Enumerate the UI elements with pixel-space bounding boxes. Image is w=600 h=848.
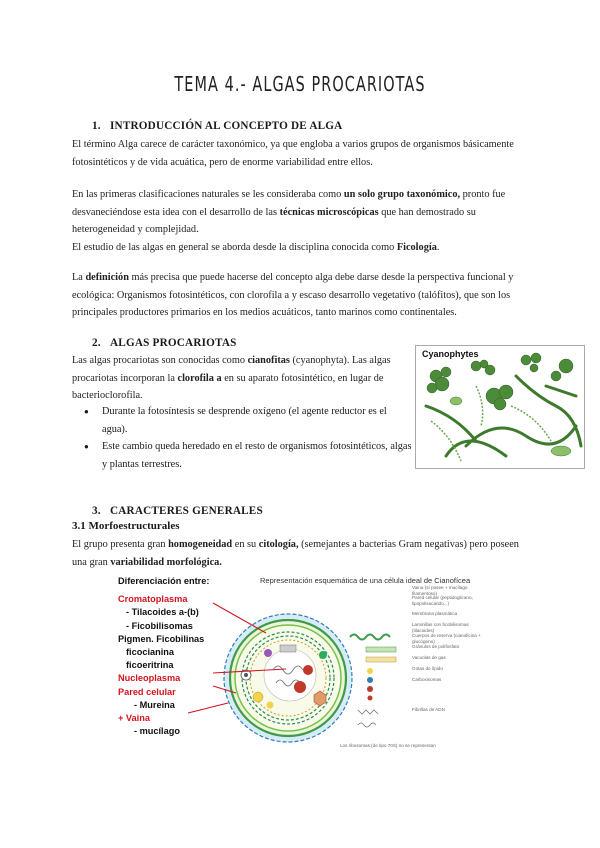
legend-item: Membrana plasmática — [412, 611, 458, 616]
legend-item: Laminillas con ficobilisomas (tilacoides) — [412, 622, 469, 633]
legend-note: Los ribosomas (de tipo 70S) no se representan — [340, 743, 436, 748]
section-number: 1. — [92, 120, 101, 132]
section-3-heading — [92, 505, 263, 517]
section-number: 2. — [92, 337, 101, 349]
cyanophytes-figure — [415, 345, 585, 469]
list-item: ● Este cambio queda heredado en el resto de organismos fotosintéticos, algas y plantas terrestres. — [72, 438, 412, 473]
cyanobacteria-illustration — [416, 346, 584, 468]
paragraph: Las algas procariotas son conocidas como cianofitas (cyanophyta). Las algas procariotas incorporan la clorofila a en su aparato fotosintético, en lugar de bacterioclorofila. — [72, 355, 391, 402]
paragraph: El grupo presenta gran homogeneidad en su citología, (semejantes a bacterias Gram negativas) pero poseen una gran variabilidad morfológica. — [72, 539, 519, 568]
paragraph: El término Alga carece de carácter taxonómico, ya que engloba a varios grupos de organismos básicamente fotosintéticos y de vida acuática, pero de enorme variabilidad entre ellos. — [72, 139, 514, 168]
section-title: INTRODUCCIÓN AL CONCEPTO DE ALGA — [110, 120, 343, 132]
page-title: TEMA 4.- ALGAS PROCARIOTAS — [174, 72, 426, 96]
list-item: ● Durante la fotosíntesis se desprende oxígeno (el agente reductor es el agua). — [72, 403, 412, 438]
label-nucleoplasma: Nucleoplasma — [118, 673, 181, 684]
legend-item: Vacuolas de gas — [412, 655, 446, 660]
section-title: CARACTERES GENERALES — [110, 505, 263, 517]
label-tilacoides: - Tilacoides a-(b) — [126, 607, 199, 618]
label-ficobilinas: Pigmen. Ficobilinas — [118, 633, 205, 644]
section-2-heading — [92, 337, 237, 349]
label-vaina: + Vaina — [118, 713, 150, 724]
subsection-title: 3.1 Morfoestructurales — [72, 520, 180, 532]
section-number: 3. — [92, 505, 101, 517]
section-1-heading — [92, 120, 342, 132]
legend-item: Carboxisomas — [412, 677, 442, 682]
legend-item: Fibrillas de ADN — [412, 707, 445, 712]
label-mureina: - Mureina — [134, 699, 175, 710]
legend-item: Vaina (sí posee + mucílago filamentoso) — [412, 585, 468, 596]
legend-item: Gotas de lípido — [412, 666, 443, 671]
diagram-header: Diferenciación entre: — [118, 576, 210, 586]
label-ficoeritrina: ficoeritrina — [126, 660, 174, 671]
paragraph: La definición más precisa que puede hacerse del concepto alga debe darse desde la perspectiva funcional y ecológica: Organismos fotosintéticos, con clorofila a y escaso desarrollo vegetativo (talófitos), que son los principales productores primarios en los medios acuáticos, tanto marinos como continentales. — [72, 272, 514, 319]
label-mucilago: - mucílago — [134, 726, 180, 737]
label-pared-celular: Pared celular — [118, 686, 176, 697]
cell-diagram-title: Representación esquemática de una célula ideal de Cianofícea — [260, 576, 471, 585]
legend-item: Cuerpos de reserva (cianoficina + glucógeno) — [412, 633, 481, 644]
section-title: ALGAS PROCARIOTAS — [110, 337, 237, 349]
legend-item: Pared celular (peptidoglicano, lipopolisacárido...) — [412, 595, 473, 606]
label-ficobilisomas: - Ficobilisomas — [126, 620, 193, 631]
legend-item: Gránulos de polifosfato — [412, 644, 460, 649]
bullet-list — [72, 403, 412, 473]
label-cromatoplasma: Cromatoplasma — [118, 594, 188, 605]
figure-title: Cyanophytes — [422, 349, 479, 359]
label-ficocianina: ficocianina — [126, 647, 174, 658]
paragraph: En las primeras clasificaciones naturales se les consideraba como un solo grupo taxonómico, pronto fue desvaneciéndose esta idea con el desarrollo de las técnicas microscópicas que han demostrado su heterogeneidad y complejidad. El estudio de las algas en general se aborda desde la disciplina conocida como Ficología. — [72, 189, 506, 253]
cell-diagram — [118, 575, 484, 753]
